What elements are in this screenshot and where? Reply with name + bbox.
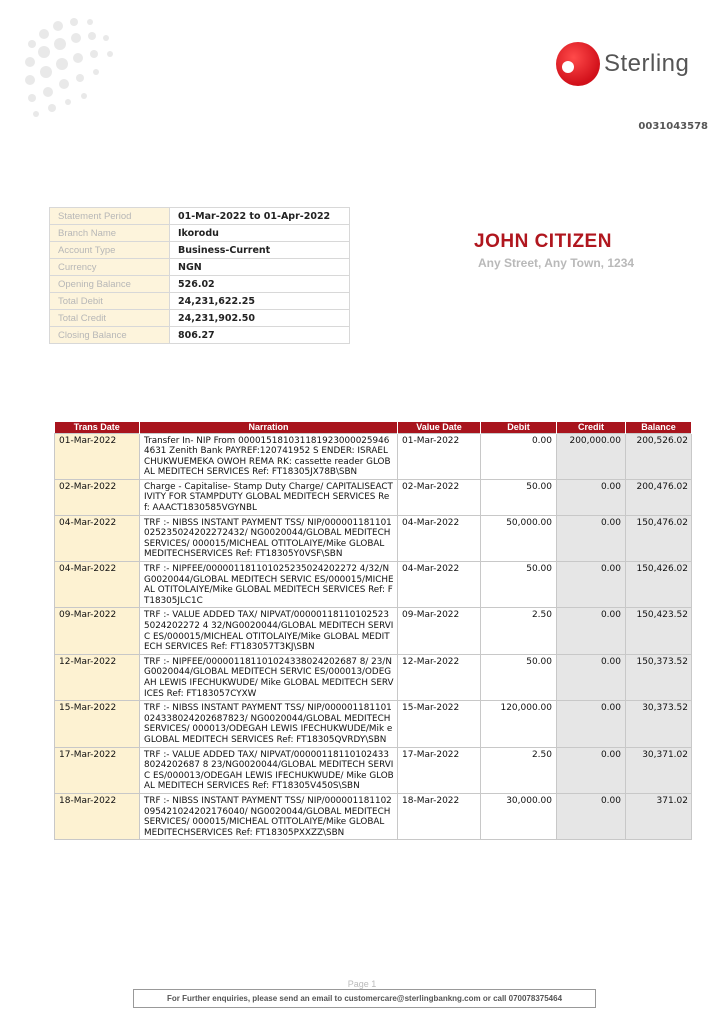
- trans-date-cell: 15-Mar-2022: [55, 701, 140, 747]
- value-date-cell: 18-Mar-2022: [398, 793, 481, 839]
- credit-cell: 0.00: [557, 793, 626, 839]
- debit-cell: 50.00: [481, 479, 557, 515]
- summary-label: Branch Name: [50, 225, 170, 242]
- column-header: Value Date: [398, 422, 481, 433]
- column-header: Debit: [481, 422, 557, 433]
- trans-date-cell: 09-Mar-2022: [55, 608, 140, 654]
- balance-cell: 30,371.02: [626, 747, 692, 793]
- summary-value: 806.27: [170, 327, 350, 344]
- table-row: [55, 701, 692, 747]
- summary-row: [50, 327, 350, 344]
- trans-date-cell: 18-Mar-2022: [55, 793, 140, 839]
- narration-cell: TRF :- NIBSS INSTANT PAYMENT TSS/ NIP/000001181101024338024202687823/ NG0020044/GLOBAL MEDITECH SERVICES/ 000013/ODEGAH LEWIS IFECHUKWUDE/Mik e GLOBAL MEDITECH SERVICES Ref: FT18305QVRDY\SBN: [140, 701, 398, 747]
- summary-value: 24,231,622.25: [170, 293, 350, 310]
- narration-cell: TRF :- VALUE ADDED TAX/ NIPVAT/000001181101025235024202272 4 32/NG0020044/GLOBAL MEDITECH SERVIC ES/000015/MICHEAL OTITOLAIYE/Mike GLOBAL MEDITECH SERVICES Ref: FT183057T3KJ\SBN: [140, 608, 398, 654]
- column-header: Credit: [557, 422, 626, 433]
- decorative-dot-pattern: [22, 14, 132, 124]
- narration-cell: Charge - Capitalise- Stamp Duty Charge/ CAPITALISEACTIVITY FOR STAMPDUTY GLOBAL MEDITECH SERVICES Ref: AAACT1830585VGYNBL: [140, 479, 398, 515]
- summary-label: Closing Balance: [50, 327, 170, 344]
- summary-row: [50, 310, 350, 327]
- credit-cell: 0.00: [557, 562, 626, 608]
- summary-value: Ikorodu: [170, 225, 350, 242]
- debit-cell: 2.50: [481, 608, 557, 654]
- narration-cell: TRF :- VALUE ADDED TAX/ NIPVAT/000001181101024338024202687 8 23/NG0020044/GLOBAL MEDITECH SERVIC ES/000013/ODEGAH LEWIS IFECHUKWUDE/ Mike GLOBAL MEDITECH SERVICES Ref: FT18305V450S\SBN: [140, 747, 398, 793]
- balance-cell: 150,423.52: [626, 608, 692, 654]
- credit-cell: 0.00: [557, 515, 626, 561]
- page-number: Page 1: [347, 979, 377, 989]
- column-header: Narration: [140, 422, 398, 433]
- debit-cell: 50.00: [481, 562, 557, 608]
- credit-cell: 0.00: [557, 747, 626, 793]
- balance-cell: 150,426.02: [626, 562, 692, 608]
- narration-cell: TRF :- NIBSS INSTANT PAYMENT TSS/ NIP/000001181102095421024202176040/ NG0020044/GLOBAL MEDITECH SERVICES/ 000015/MICHEAL OTITOLAIYE/Mike GLOBAL MEDITECHSERVICES Ref: FT18305PXXZZ\SBN: [140, 793, 398, 839]
- credit-cell: 0.00: [557, 608, 626, 654]
- table-row: [55, 608, 692, 654]
- value-date-cell: 15-Mar-2022: [398, 701, 481, 747]
- balance-cell: 200,526.02: [626, 433, 692, 479]
- credit-cell: 0.00: [557, 654, 626, 700]
- summary-row: [50, 242, 350, 259]
- table-row: [55, 515, 692, 561]
- debit-cell: 50,000.00: [481, 515, 557, 561]
- credit-cell: 200,000.00: [557, 433, 626, 479]
- summary-row: [50, 225, 350, 242]
- table-row: [55, 793, 692, 839]
- value-date-cell: 02-Mar-2022: [398, 479, 481, 515]
- column-header: Balance: [626, 422, 692, 433]
- table-row: [55, 433, 692, 479]
- debit-cell: 50.00: [481, 654, 557, 700]
- summary-row: [50, 208, 350, 225]
- customer-address: Any Street, Any Town, 1234: [478, 256, 635, 270]
- credit-cell: 0.00: [557, 479, 626, 515]
- debit-cell: 30,000.00: [481, 793, 557, 839]
- trans-date-cell: 02-Mar-2022: [55, 479, 140, 515]
- trans-date-cell: 04-Mar-2022: [55, 562, 140, 608]
- narration-cell: Transfer In- NIP From 000015181031181923000025946 4631 Zenith Bank PAYREF:120741952 S ENDER: ISRAEL CHUKWUEMEKA OWOH REMA RK: cassette reader GLOBAL MEDITECH SERVICES Ref: FT18305JX78B\SBN: [140, 433, 398, 479]
- value-date-cell: 12-Mar-2022: [398, 654, 481, 700]
- narration-cell: TRF :- NIBSS INSTANT PAYMENT TSS/ NIP/000001181101025235024202272432/ NG0020044/GLOBAL MEDITECH SERVICES/ 000015/MICHEAL OTITOLAIYE/Mike GLOBAL MEDITECHSERVICES Ref: FT18305Y0VSF\SBN: [140, 515, 398, 561]
- brand-name: Sterling: [604, 50, 690, 77]
- transactions-header-row: [55, 422, 692, 433]
- balance-cell: 150,373.52: [626, 654, 692, 700]
- account-number: 0031043578: [638, 121, 708, 132]
- summary-value: 24,231,902.50: [170, 310, 350, 327]
- table-row: [55, 562, 692, 608]
- narration-cell: TRF :- NIPFEE/000001181101025235024202272 4/32/NG0020044/GLOBAL MEDITECH SERVIC ES/000015/MICHEAL OTITOLAIYE/Mike GLOBAL MEDITECH SERVICES Ref: FT18305JLC1C: [140, 562, 398, 608]
- value-date-cell: 01-Mar-2022: [398, 433, 481, 479]
- summary-value: Business-Current: [170, 242, 350, 259]
- value-date-cell: 04-Mar-2022: [398, 562, 481, 608]
- value-date-cell: 04-Mar-2022: [398, 515, 481, 561]
- summary-label: Total Credit: [50, 310, 170, 327]
- summary-label: Currency: [50, 259, 170, 276]
- debit-cell: 0.00: [481, 433, 557, 479]
- trans-date-cell: 01-Mar-2022: [55, 433, 140, 479]
- summary-value: NGN: [170, 259, 350, 276]
- table-row: [55, 654, 692, 700]
- narration-cell: TRF :- NIPFEE/000001181101024338024202687 8/ 23/NG0020044/GLOBAL MEDITECH SERVIC ES/000013/ODEGAH LEWIS IFECHUKWUDE/ Mike GLOBAL MEDITECH SERVICES Ref: FT183057CYXW: [140, 654, 398, 700]
- summary-value: 526.02: [170, 276, 350, 293]
- credit-cell: 0.00: [557, 701, 626, 747]
- summary-row: [50, 276, 350, 293]
- column-header: Trans Date: [55, 422, 140, 433]
- balance-cell: 30,373.52: [626, 701, 692, 747]
- balance-cell: 371.02: [626, 793, 692, 839]
- trans-date-cell: 04-Mar-2022: [55, 515, 140, 561]
- table-row: [55, 479, 692, 515]
- debit-cell: 2.50: [481, 747, 557, 793]
- trans-date-cell: 12-Mar-2022: [55, 654, 140, 700]
- summary-label: Account Type: [50, 242, 170, 259]
- summary-label: Total Debit: [50, 293, 170, 310]
- statement-summary-table: [49, 207, 350, 344]
- value-date-cell: 09-Mar-2022: [398, 608, 481, 654]
- sterling-logo: [556, 42, 689, 86]
- value-date-cell: 17-Mar-2022: [398, 747, 481, 793]
- balance-cell: 150,476.02: [626, 515, 692, 561]
- summary-row: [50, 259, 350, 276]
- transactions-table: [54, 422, 692, 840]
- sterling-logo-icon: [556, 42, 600, 86]
- balance-cell: 200,476.02: [626, 479, 692, 515]
- summary-label: Opening Balance: [50, 276, 170, 293]
- summary-label: Statement Period: [50, 208, 170, 225]
- summary-row: [50, 293, 350, 310]
- debit-cell: 120,000.00: [481, 701, 557, 747]
- table-row: [55, 747, 692, 793]
- summary-value: 01-Mar-2022 to 01-Apr-2022: [170, 208, 350, 225]
- customer-name: JOHN CITIZEN: [474, 231, 612, 252]
- trans-date-cell: 17-Mar-2022: [55, 747, 140, 793]
- footer-enquiry: For Further enquiries, please send an email to customercare@sterlingbankng.com or call 070078375464: [133, 989, 596, 1008]
